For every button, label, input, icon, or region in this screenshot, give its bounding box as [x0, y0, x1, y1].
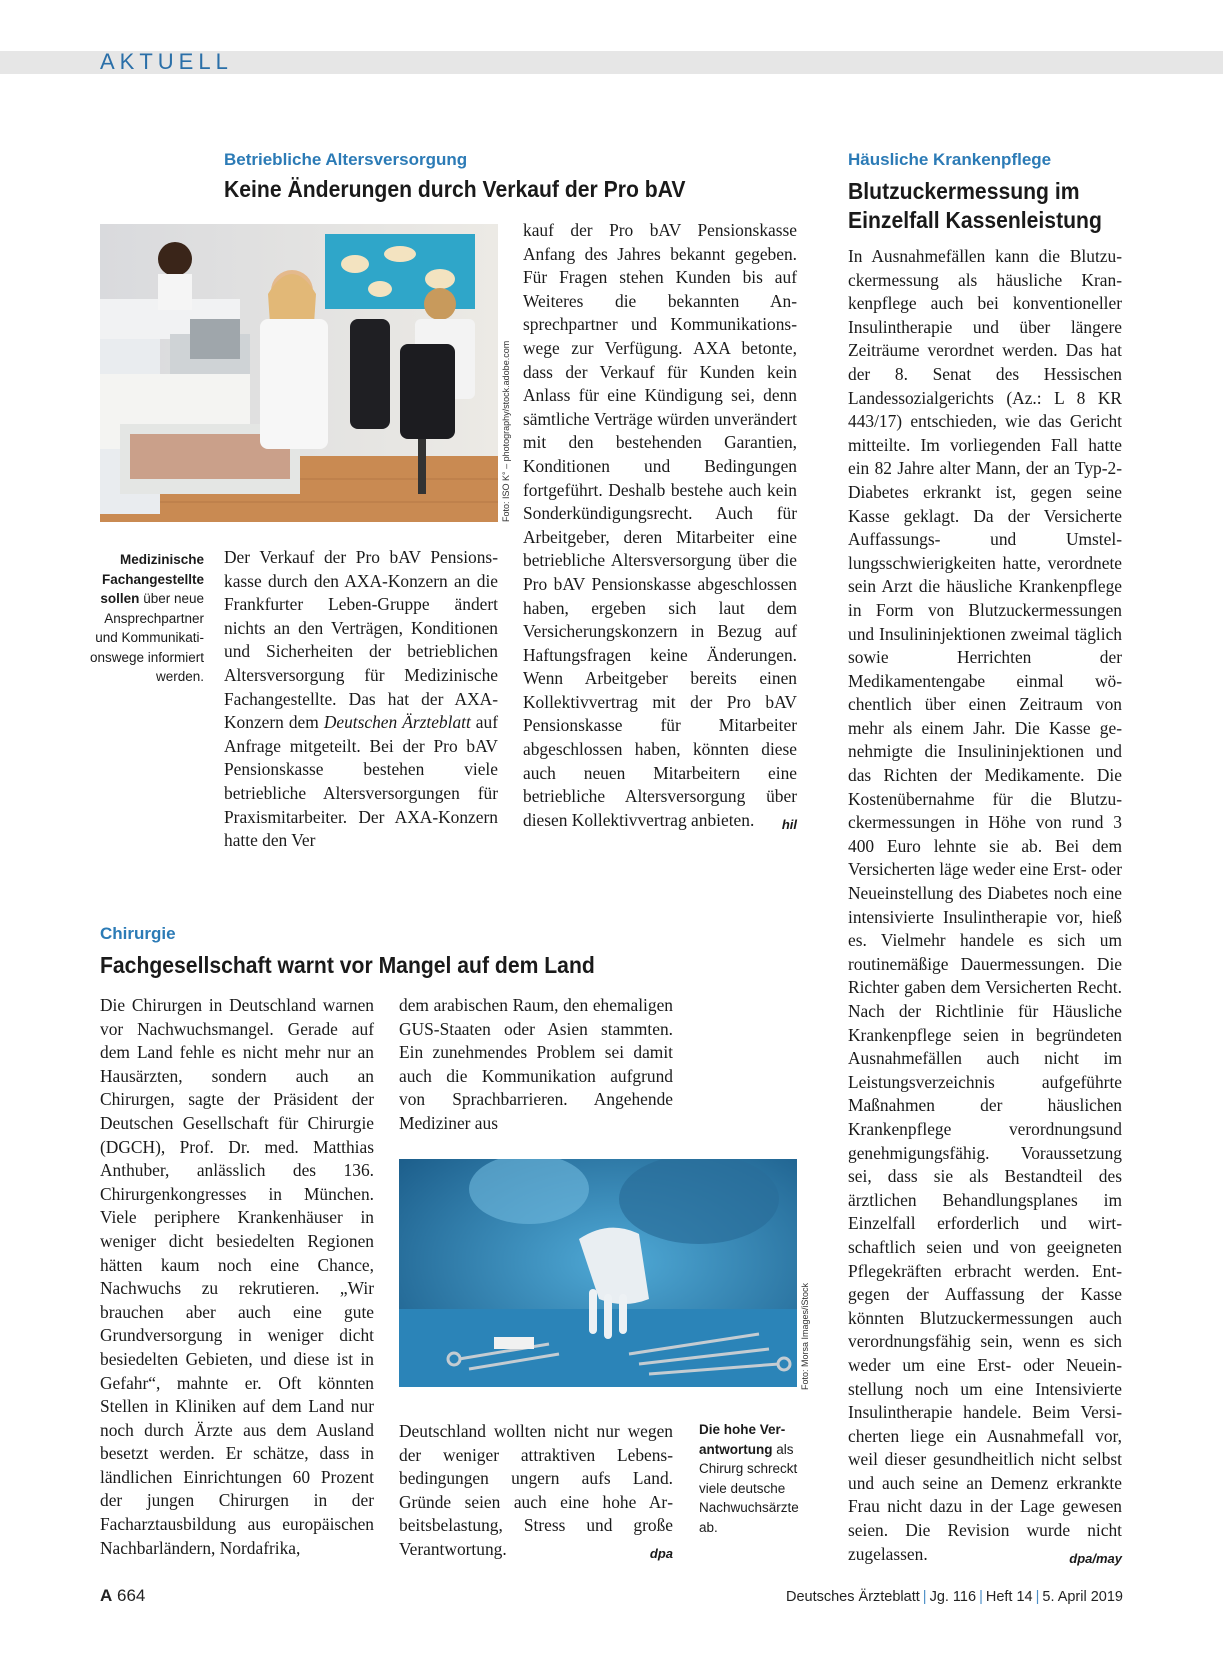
article3-headline-line2: Einzelfall Kassenleistung: [848, 207, 1102, 233]
article3-kicker: Häusliche Krankenpflege: [848, 150, 1052, 169]
article1-col1-emphasis: Deutschen Ärzteblatt: [323, 712, 471, 733]
footer-separator: |: [979, 1589, 983, 1605]
page-prefix: A: [100, 1586, 113, 1605]
caption2-text: als Chirurg schreckt viele deutsche Nachwuchsärzte ab.: [699, 1441, 799, 1535]
caption-text: über neue Ansprechpartner und Kommunikationswege informiert werden.: [89, 591, 204, 684]
article3-body-text: In Ausnahmefällen kann die Blutzuckermessung als häusliche Krankenpflege auch bei konventioneller Insulintherapie und über längere Zeiträume verordnet werden. Das hat der 8. Senat des Hessischen Landessozialgerichts (Az.: L 8 KR 443/17) entschieden, wie das Gericht mitteilte. Im vorliegenden Fall hatte ein 82 Jahre alter Mann, der an Typ-2-Diabetes erkrankt ist, gegen seine Kasse geklagt. Da der Versicherte Auffassungs- und Umstellungsschwierigkeiten hatte, verordnete sein Arzt die häusliche Krankenpflege in Form von Blutzuckermessungen und Insulininjektionen zweimal täglich sowie Herrichten der Medikamentengabe einmal wöchentlich über einen Zeitraum von mehr als einem Jahr. Die Kasse genehmigte die Insulininjektionen und das Richten der Medikamente. Die Kostenübernahme für die Blutzuckermessungen in Höhe von rund 3 400 Euro lehnte sie ab. Bei dem Versicherten läge weder eine Erst- oder Neueinstellung des Diabetes noch eine intensivierte Insulintherapie vor, hieß es. Vielmehr handele es sich um routinemäßige Dauermessungen. Die Richter gaben dem Versicherten Recht. Nach der Richtlinie für Häusliche Krankenpflege seien in begründeten Ausnahmefällen auch nicht im Leistungsverzeichnis aufgeführte Maßnahmen der häuslichen Krankenpflege verordnungsund genehmigungsfähig. Voraussetzung sei, dass sie als Bestandteil des ärztlichen Behandlungsplanes im Einzelfall erforderlich und wirtschaftlich seien und von geeigneten Pflegekräften erbracht werden. Entgegen der Auffassung der Kasse könnten Blutzuckermessungen auch verordnungsfähig sein, wenn es sich weder um eine Erst- oder Neueinstellung noch um eine Intensivierte Insulintherapie handele. Beim Versicherten liege ein Ausnahmefall vor, weil dieser gesundheitlich nicht selbst und auch seine an Demenz erkrankte Frau nicht dazu in der Lage gewesen seien. Die Revision wurde nicht zugelassen.: [848, 246, 1122, 1564]
article1-photo-credit: Foto: ISO K° – photography/stock.adobe.com: [501, 340, 511, 522]
caption2-bold: Die hohe Verantwortung: [699, 1422, 786, 1457]
article2-photo: [399, 1159, 797, 1387]
footer-separator: |: [922, 1589, 927, 1605]
article2-col2-bottom: [399, 1420, 673, 1566]
page-number: [100, 1586, 145, 1606]
article2-headline: Fachgesellschaft warnt vor Mangel auf dem Land: [100, 952, 595, 978]
article2-photo-credit: Foto: Morsa Images/iStock: [800, 1282, 810, 1390]
article1-col1-text-a: Der Verkauf der Pro bAV Pensionskasse durch den AXA-Konzern an die Frankfurter Leben-Gruppe ändert nichts an den Verträgen, Konditionen und Sicherheiten der betrieblichen Altersversorgung für Medizinische Fachangestellte. Das hat der AXA-Konzern dem: [224, 547, 498, 733]
article3-signature: dpa/may: [1069, 1550, 1122, 1566]
article2-signature: dpa: [649, 1545, 673, 1561]
footer-separator: |: [1035, 1589, 1040, 1605]
article3-body: [848, 245, 1122, 1570]
footer-journal: Deutsches Ärzteblatt: [785, 1589, 920, 1605]
article1-kicker: Betriebliche Altersversorgung: [224, 150, 468, 169]
article1-col1: [224, 546, 498, 853]
article3-headline-line1: Blutzuckermessung im: [848, 178, 1080, 204]
article1-photo: [100, 224, 498, 522]
page-number-value: 664: [117, 1586, 146, 1605]
article1-signature: hil: [781, 816, 797, 832]
article2-col2-top: dem arabischen Raum, den ehemaligen GUS-Staaten oder Asien stammten. Ein zunehmendes Problem sei damit auch die Kommunikation aufgrund von Sprachbarrieren. Angehende Mediziner aus: [399, 995, 673, 1133]
article1-col2-text: kauf der Pro bAV Pensionskasse Anfang des Jahres bekannt gegeben. Für Fragen stehen Kunden bis auf Weiteres die bekannten Ansprechpartner und Kommunikationswege zur Verfügung. AXA betonte, dass der Verkauf für Kunden kein Anlass für eine Kündigung sei, denn sämtliche Verträge würden unverändert mit den bestehenden Garantien, Konditionen und Bedingungen fortgeführt. Deshalb bestehe auch kein Sonderkündigungsrecht. Auch für Arbeitgeber, deren Mitarbeiter eine betriebliche Altersversorgung über die Pro bAV Pensionskasse abgeschlossen haben, ergeben sich laut dem Versicherungskonzern in Bezug auf Haftungsfragen keine Änderungen. Wenn Arbeitgeber bereits einen Kollektivvertrag mit der Pro bAV Pensionskasse für Mitarbeiter abgeschlossen haben, könnten diese auch neuen Mitarbeitern eine betriebliche Altersversorgung über diesen Kollektivvertrag anbieten.: [523, 220, 797, 830]
article2-col2-bottom-text: Deutschland wollten nicht nur wegen der weniger attraktiven Lebensbedingungen ungern aufs Land. Gründe seien auch eine hohe Arbeitsbelastung, Stress und große Verantwortung.: [399, 1421, 673, 1559]
section-label: AKTUELL: [100, 49, 233, 74]
article2-col1: Die Chirurgen in Deutschland warnen vor Nachwuchsmangel. Gerade auf dem Land fehle es nicht mehr nur an Hausärzten, sondern auch an Chirurgen, sagte der Präsident der Deutschen Gesellschaft für Chirurgie (DGCH), Prof. Dr. med. Matthias Anthuber, anlässlich des 136. Chirurgenkongresses in München. Viele periphere Krankenhäuser in weniger dicht besiedelten Regionen hätten kaum noch eine Chance, Nachwuchs zu rekrutieren. „Wir brauchen aber auch eine gute Grundversorgung in weniger dicht besiedelten Gebieten, und diese ist in Gefahr“, mahnte er. Oft könnten Stellen in Kliniken auf dem Land nur noch durch Ärzte aus dem Ausland besetzt werden. Er schätze, dass in ländlichen Einrichtungen 60 Prozent der jungen Chirurgen in der Facharztausbildung aus europäischen Nachbarländern, Nordafrika,: [100, 995, 374, 1558]
article1-headline: Keine Änderungen durch Verkauf der Pro bAV: [224, 176, 686, 202]
article1-col2: [523, 219, 797, 836]
article1-caption: [86, 550, 204, 687]
footer-issue-info: [786, 1589, 1123, 1605]
article1-col1-text-b: auf Anfrage mitgeteilt. Bei der Pro bAV Pensionskasse bestehen viele betriebliche Altersversorgungen für Praxismitarbeiter. Der AXA-Konzern hatte den Ver: [224, 712, 499, 851]
footer-volume: Jg. 116: [929, 1589, 977, 1605]
caption-bold: Medizinische Fachangestellte sollen: [100, 552, 204, 606]
article2-kicker: Chirurgie: [100, 924, 176, 943]
footer-issue: Heft 14: [985, 1589, 1033, 1605]
footer-date: 5. April 2019: [1042, 1589, 1123, 1605]
article2-caption: [699, 1420, 799, 1537]
